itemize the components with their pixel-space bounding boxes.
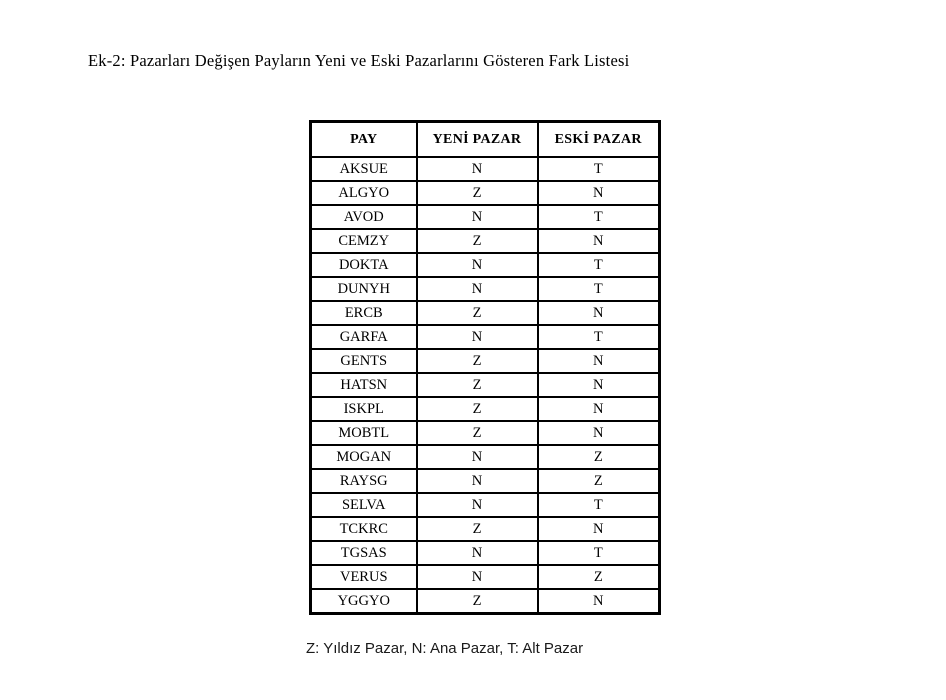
yeni-pazar-cell: Z [417, 517, 538, 541]
yeni-pazar-cell: Z [417, 373, 538, 397]
table-row [311, 229, 660, 253]
market-change-table [309, 120, 661, 615]
yeni-pazar-cell: N [417, 205, 538, 229]
yeni-pazar-cell: N [417, 253, 538, 277]
page-title: Ek-2: Pazarları Değişen Payların Yeni ve Eski Pazarlarını Gösteren Fark Listesi [88, 51, 630, 70]
pay-cell: ALGYO [311, 181, 417, 205]
table-row [311, 469, 660, 493]
yeni-pazar-cell: N [417, 277, 538, 301]
eski-pazar-cell: N [538, 421, 660, 445]
eski-pazar-cell: N [538, 517, 660, 541]
yeni-pazar-cell: N [417, 445, 538, 469]
table-header [311, 122, 660, 158]
legend-footnote: Z: Yıldız Pazar, N: Ana Pazar, T: Alt Pazar [306, 640, 584, 657]
yeni-pazar-cell: N [417, 469, 538, 493]
yeni-pazar-cell: N [417, 157, 538, 181]
yeni-pazar-cell: Z [417, 229, 538, 253]
header-pay: PAY [311, 122, 417, 158]
eski-pazar-cell: Z [538, 445, 660, 469]
table-row [311, 349, 660, 373]
header-eski-pazar: ESKİ PAZAR [538, 122, 660, 158]
yeni-pazar-cell: Z [417, 589, 538, 614]
pay-cell: ISKPL [311, 397, 417, 421]
eski-pazar-cell: T [538, 541, 660, 565]
pay-cell: AKSUE [311, 157, 417, 181]
table-row [311, 541, 660, 565]
table-row [311, 421, 660, 445]
yeni-pazar-cell: Z [417, 181, 538, 205]
eski-pazar-cell: N [538, 181, 660, 205]
table-row [311, 565, 660, 589]
table-row [311, 589, 660, 614]
yeni-pazar-cell: N [417, 565, 538, 589]
eski-pazar-cell: N [538, 397, 660, 421]
pay-cell: TGSAS [311, 541, 417, 565]
pay-cell: TCKRC [311, 517, 417, 541]
table-row [311, 277, 660, 301]
eski-pazar-cell: T [538, 277, 660, 301]
yeni-pazar-cell: N [417, 541, 538, 565]
yeni-pazar-cell: Z [417, 397, 538, 421]
table-row [311, 445, 660, 469]
pay-cell: ERCB [311, 301, 417, 325]
table-row [311, 373, 660, 397]
pay-cell: MOBTL [311, 421, 417, 445]
yeni-pazar-cell: Z [417, 349, 538, 373]
pay-cell: VERUS [311, 565, 417, 589]
pay-cell: YGGYO [311, 589, 417, 614]
table-row [311, 253, 660, 277]
eski-pazar-cell: Z [538, 565, 660, 589]
eski-pazar-cell: T [538, 253, 660, 277]
pay-cell: AVOD [311, 205, 417, 229]
table-row [311, 157, 660, 181]
eski-pazar-cell: T [538, 205, 660, 229]
table-row [311, 301, 660, 325]
pay-cell: DOKTA [311, 253, 417, 277]
eski-pazar-cell: T [538, 157, 660, 181]
eski-pazar-cell: T [538, 493, 660, 517]
market-change-table-body [311, 157, 660, 614]
header-yeni-pazar: YENİ PAZAR [417, 122, 538, 158]
table-header-row [311, 122, 660, 158]
pay-cell: RAYSG [311, 469, 417, 493]
table-row [311, 325, 660, 349]
pay-cell: GENTS [311, 349, 417, 373]
pay-cell: MOGAN [311, 445, 417, 469]
eski-pazar-cell: Z [538, 469, 660, 493]
pay-cell: DUNYH [311, 277, 417, 301]
eski-pazar-cell: N [538, 229, 660, 253]
yeni-pazar-cell: N [417, 493, 538, 517]
yeni-pazar-cell: N [417, 325, 538, 349]
table-row [311, 517, 660, 541]
eski-pazar-cell: N [538, 589, 660, 614]
eski-pazar-cell: T [538, 325, 660, 349]
eski-pazar-cell: N [538, 373, 660, 397]
table-row [311, 205, 660, 229]
pay-cell: CEMZY [311, 229, 417, 253]
eski-pazar-cell: N [538, 349, 660, 373]
table-row [311, 493, 660, 517]
eski-pazar-cell: N [538, 301, 660, 325]
table-row [311, 181, 660, 205]
pay-cell: HATSN [311, 373, 417, 397]
yeni-pazar-cell: Z [417, 301, 538, 325]
pay-cell: GARFA [311, 325, 417, 349]
pay-cell: SELVA [311, 493, 417, 517]
yeni-pazar-cell: Z [417, 421, 538, 445]
table-row [311, 397, 660, 421]
